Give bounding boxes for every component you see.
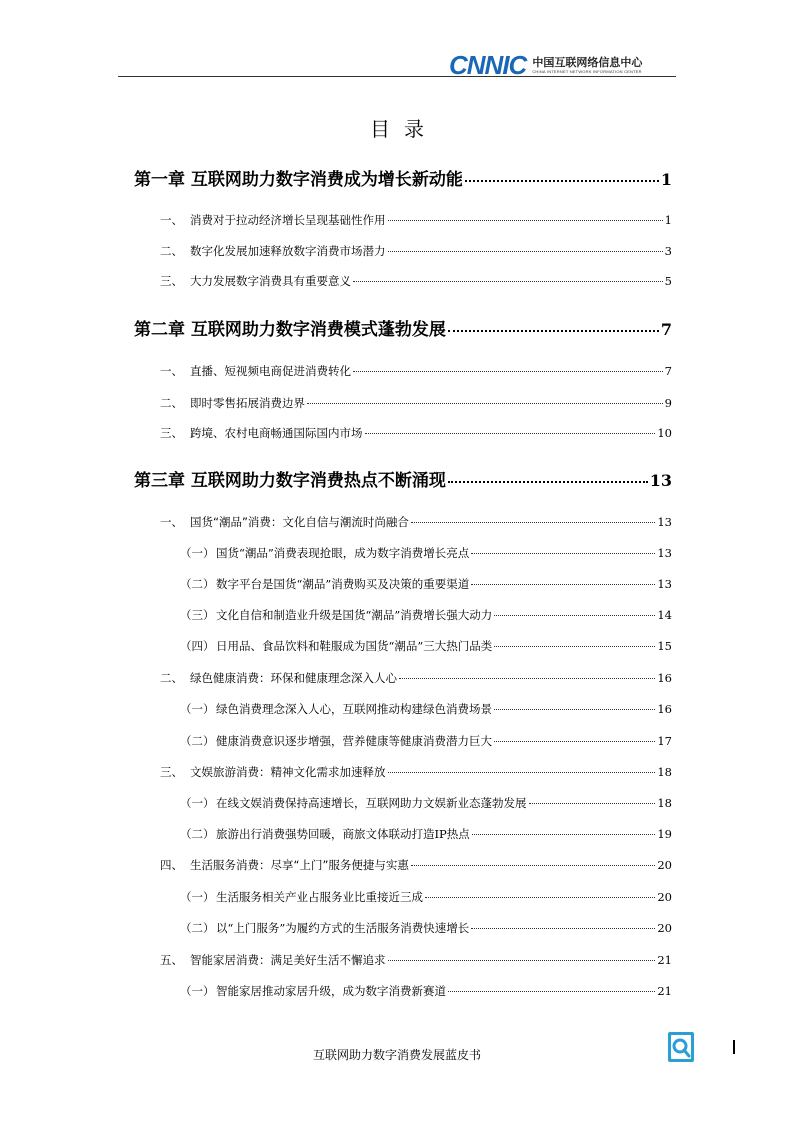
toc-leader [448,991,655,992]
toc-section[interactable] [160,670,672,686]
toc-leader [388,772,656,773]
toc-subsection-number: （二） [180,734,215,748]
toc-page-number: 20 [657,921,672,935]
toc-subsection-number: （四） [180,639,215,653]
toc-page-number: 18 [657,765,672,779]
toc-leader [494,741,655,742]
toc-subsection-title: 国货“潮品”消费表现抢眼，成为数字消费增长亮点 [216,546,470,560]
toc-subsection[interactable] [180,545,672,561]
toc-leader [425,897,655,898]
toc-leader [307,403,663,404]
magnifier-logo-icon [667,1031,695,1063]
page-footer-title: 互联网助力数字消费发展蓝皮书 [312,1048,481,1062]
toc-page-number: 14 [657,608,672,622]
toc-subsection-title: 在线文娱消费保持高速增长，互联网助力文娱新业态蓬勃发展 [216,796,527,810]
toc-subsection-title: 日用品、食品饮料和鞋服成为国货“潮品”三大热门品类 [216,639,493,653]
toc-leader [471,584,655,585]
toc-section-number: 四、 [160,858,183,872]
toc-page-number: 15 [657,639,672,653]
toc-page-number: 16 [657,702,672,716]
toc-subsection-number: （一） [180,702,215,716]
toc-chapter[interactable] [134,466,672,491]
header-divider [118,76,676,77]
toc-section-title: 大力发展数字消费具有重要意义 [190,274,351,288]
toc-subsection-title: 旅游出行消费强势回暖，商旅文体联动打造IP热点 [216,827,470,841]
toc-leader [471,928,655,929]
toc-leader [411,522,655,523]
toc-subsection-title: 智能家居推动家居升级，成为数字消费新赛道 [216,984,446,998]
toc-title: 目录 [370,117,438,141]
toc-leader [353,371,663,372]
toc-section-number: 二、 [160,396,183,410]
toc-leader [388,251,663,252]
toc-leader [472,834,656,835]
page-edge-mark [733,1040,735,1054]
toc-subsection[interactable] [180,607,672,623]
toc-chapter-title: 第二章 互联网助力数字消费模式蓬勃发展 [134,320,446,340]
toc-section-title: 即时零售拓展消费边界 [190,396,305,410]
toc-subsection-number: （一） [180,796,215,810]
toc-subsection-title: 绿色消费理念深入人心，互联网推动构建绿色消费场景 [216,702,492,716]
toc-subsection-title: 健康消费意识逐步增强，营养健康等健康消费潜力巨大 [216,734,492,748]
toc-subsection[interactable] [180,576,672,592]
toc-leader [465,180,659,182]
toc-page-number: 3 [664,244,672,258]
toc-chapter-title: 第一章 互联网助力数字消费成为增长新动能 [134,170,463,190]
toc-section-title: 智能家居消费：满足美好生活不懈追求 [190,953,386,967]
toc-section[interactable] [160,514,672,530]
toc-chapter[interactable] [134,165,672,190]
toc-section-title: 国货“潮品”消费：文化自信与潮流时尚融合 [190,515,409,529]
cnnic-logo-english: CHINA INTERNET NETWORK INFORMATION CENTER [532,68,642,74]
toc-subsection-number: （一） [180,546,215,560]
toc-subsection[interactable] [180,701,672,717]
toc-subsection-number: （二） [180,921,215,935]
toc-chapter-title: 第三章 互联网助力数字消费热点不断涌现 [134,471,446,491]
toc-section[interactable] [160,243,672,259]
toc-leader [365,433,656,434]
toc-subsection[interactable] [180,920,672,936]
toc-leader [471,553,655,554]
toc-subsection[interactable] [180,795,672,811]
toc-section-title: 文娱旅游消费：精神文化需求加速释放 [190,765,386,779]
toc-section-number: 一、 [160,364,183,378]
cnnic-logo [449,49,643,80]
toc-page-number: 1 [660,170,672,189]
toc-subsection-number: （一） [180,984,215,998]
toc-subsection-number: （一） [180,890,215,904]
toc-section-title: 直播、短视频电商促进消费转化 [190,364,351,378]
toc-page-number: 20 [657,890,672,904]
toc-page-number: 9 [664,396,672,410]
toc-subsection[interactable] [180,983,672,999]
toc-leader [529,803,656,804]
toc-leader [494,709,655,710]
toc-section[interactable] [160,395,672,411]
cnnic-logo-chinese: 中国互联网络信息中心 [532,55,643,69]
toc-section[interactable] [160,273,672,289]
toc-subsection[interactable] [180,638,672,654]
toc-chapter[interactable] [134,315,672,340]
toc-section-number: 一、 [160,515,183,529]
toc-section[interactable] [160,857,672,873]
toc-page-number: 7 [660,320,672,339]
toc-section[interactable] [160,363,672,379]
toc-leader [494,646,655,647]
toc-subsection[interactable] [180,733,672,749]
toc-subsection[interactable] [180,889,672,905]
toc-page-number: 18 [657,796,672,810]
toc-subsection-title: 以“上门服务”为履约方式的生活服务消费快速增长 [216,921,470,935]
toc-section[interactable] [160,212,672,228]
toc-section-number: 二、 [160,671,183,685]
toc-page-number: 21 [657,953,672,967]
toc-subsection-number: （二） [180,827,215,841]
toc-section[interactable] [160,764,672,780]
toc-section-number: 三、 [160,274,183,288]
toc-section-number: 一、 [160,213,183,227]
toc-section-number: 三、 [160,765,183,779]
toc-page-number: 19 [657,827,672,841]
toc-page-number: 20 [657,858,672,872]
toc-page-number: 1 [664,213,672,227]
toc-section[interactable] [160,425,672,441]
toc-leader [353,281,663,282]
toc-section-number: 二、 [160,244,183,258]
toc-subsection-title: 数字平台是国货“潮品”消费购买及决策的重要渠道 [216,577,470,591]
toc-page-number: 21 [657,984,672,998]
toc-leader [494,615,655,616]
toc-section-number: 三、 [160,426,183,440]
cnnic-logo-mark: CNNIC [449,49,527,80]
toc-subsection-number: （三） [180,608,215,622]
toc-page-number: 7 [664,364,672,378]
toc-subsection-title: 文化自信和制造业升级是国货“潮品”消费增长强大动力 [216,608,493,622]
toc-section-title: 数字化发展加速释放数字消费市场潜力 [190,244,386,258]
toc-leader [388,960,656,961]
toc-leader [411,865,655,866]
toc-page-number: 16 [657,671,672,685]
toc-leader [399,678,655,679]
toc-section-title: 绿色健康消费：环保和健康理念深入人心 [190,671,397,685]
toc-section-title: 生活服务消费：尽享“上门”服务便捷与实惠 [190,858,409,872]
toc-page-number: 13 [649,471,672,490]
toc-subsection-title: 生活服务相关产业占服务业比重接近三成 [216,890,423,904]
toc-subsection-number: （二） [180,577,215,591]
toc-section[interactable] [160,952,672,968]
toc-page-number: 13 [657,546,672,560]
toc-page-number: 17 [657,734,672,748]
toc-page-number: 13 [657,515,672,529]
toc-page-number: 5 [664,274,672,288]
toc-section-title: 消费对于拉动经济增长呈现基础性作用 [190,213,386,227]
toc-page-number: 13 [657,577,672,591]
toc-leader [448,481,648,483]
toc-subsection[interactable] [180,826,672,842]
toc-leader [448,330,659,332]
toc-section-number: 五、 [160,953,183,967]
toc-page-number: 10 [657,426,672,440]
toc-section-title: 跨境、农村电商畅通国际国内市场 [190,426,363,440]
toc-leader [388,220,663,221]
